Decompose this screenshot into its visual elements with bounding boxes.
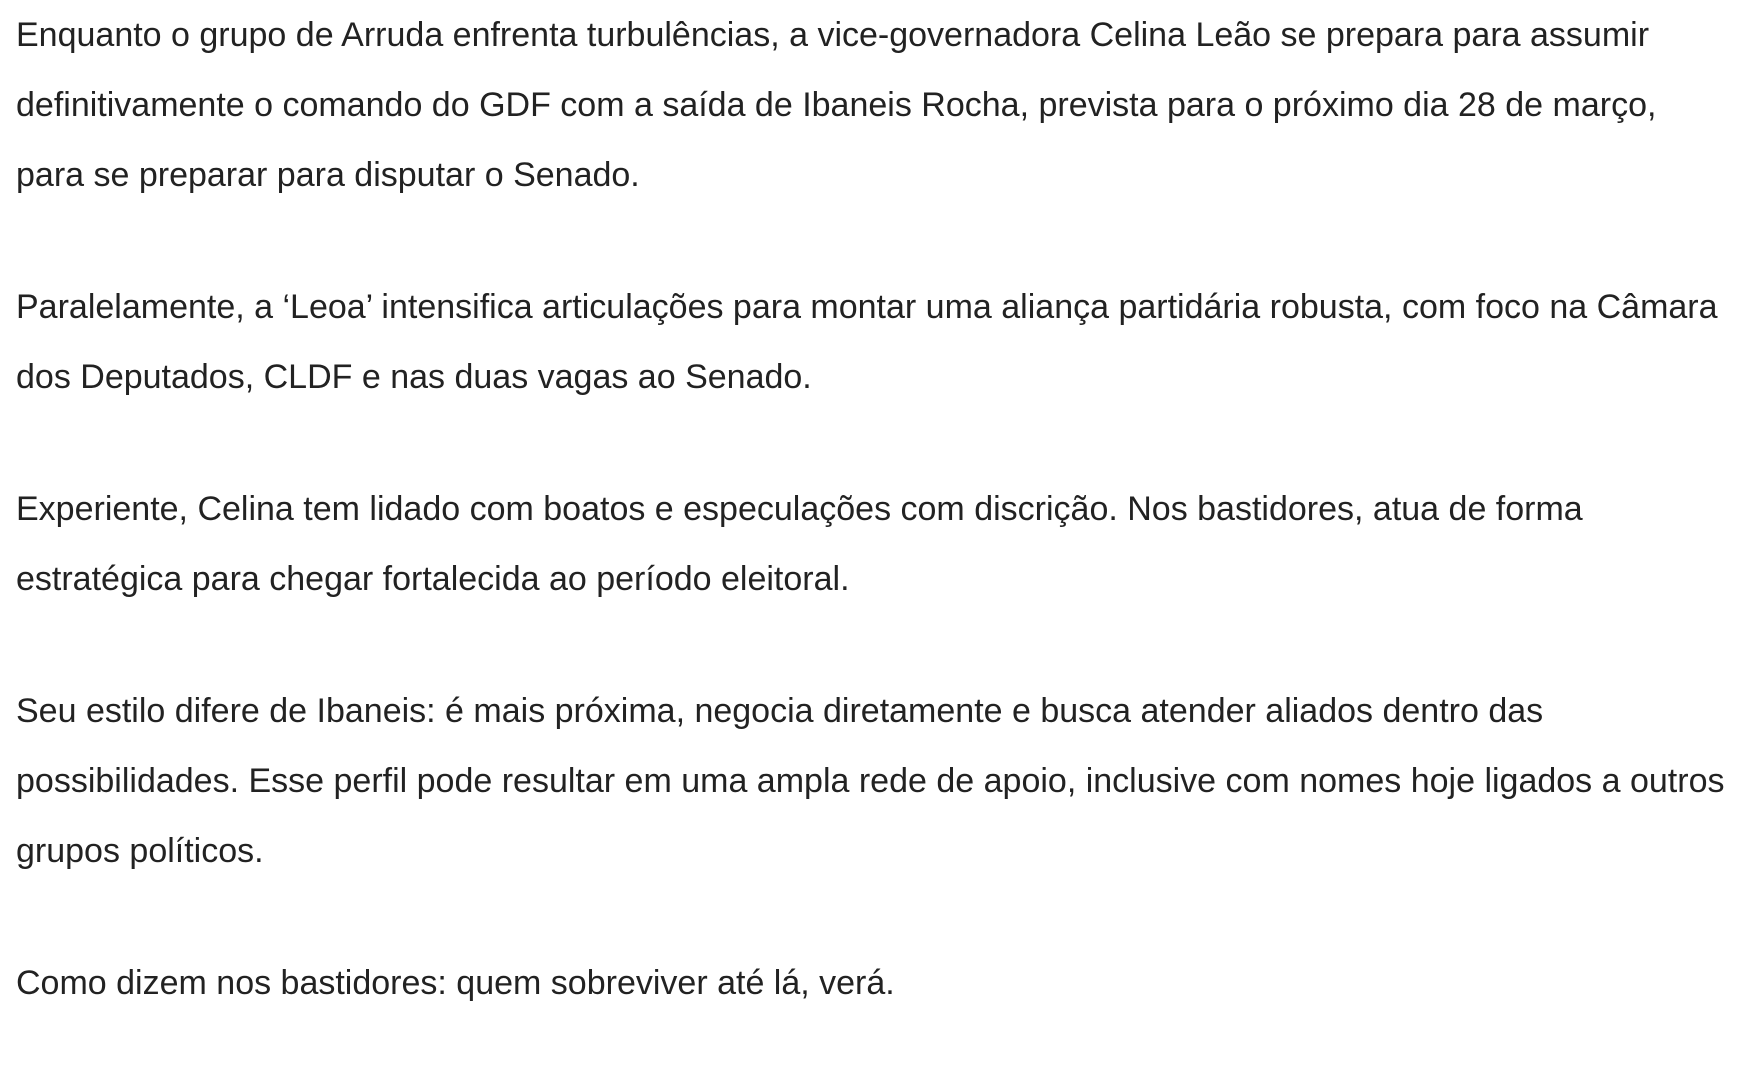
article-paragraph: Paralelamente, a ‘Leoa’ intensifica articulações para montar uma aliança partidária robusta, com foco na Câmara dos Deputados, CLDF e nas duas vagas ao Senado. xyxy=(16,288,1718,396)
article-paragraph: Experiente, Celina tem lidado com boatos e especulações com discrição. Nos bastidores, atua de forma estratégica para chegar fortalecida ao período eleitoral. xyxy=(16,490,1583,598)
article-paragraph: Seu estilo difere de Ibaneis: é mais próxima, negocia diretamente e busca atender aliados dentro das possibilidades. Esse perfil pode resultar em uma ampla rede de apoio, inclusive com nomes hoje ligados a outros grupos políticos. xyxy=(16,692,1725,870)
article-paragraph: Como dizem nos bastidores: quem sobreviver até lá, verá. xyxy=(16,964,895,1002)
article-paragraph: Enquanto o grupo de Arruda enfrenta turbulências, a vice-governadora Celina Leão se prepara para assumir definitivamente o comando do GDF com a saída de Ibaneis Rocha, prevista para o próximo dia 28 de março, para se preparar para disputar o Senado. xyxy=(16,16,1657,194)
